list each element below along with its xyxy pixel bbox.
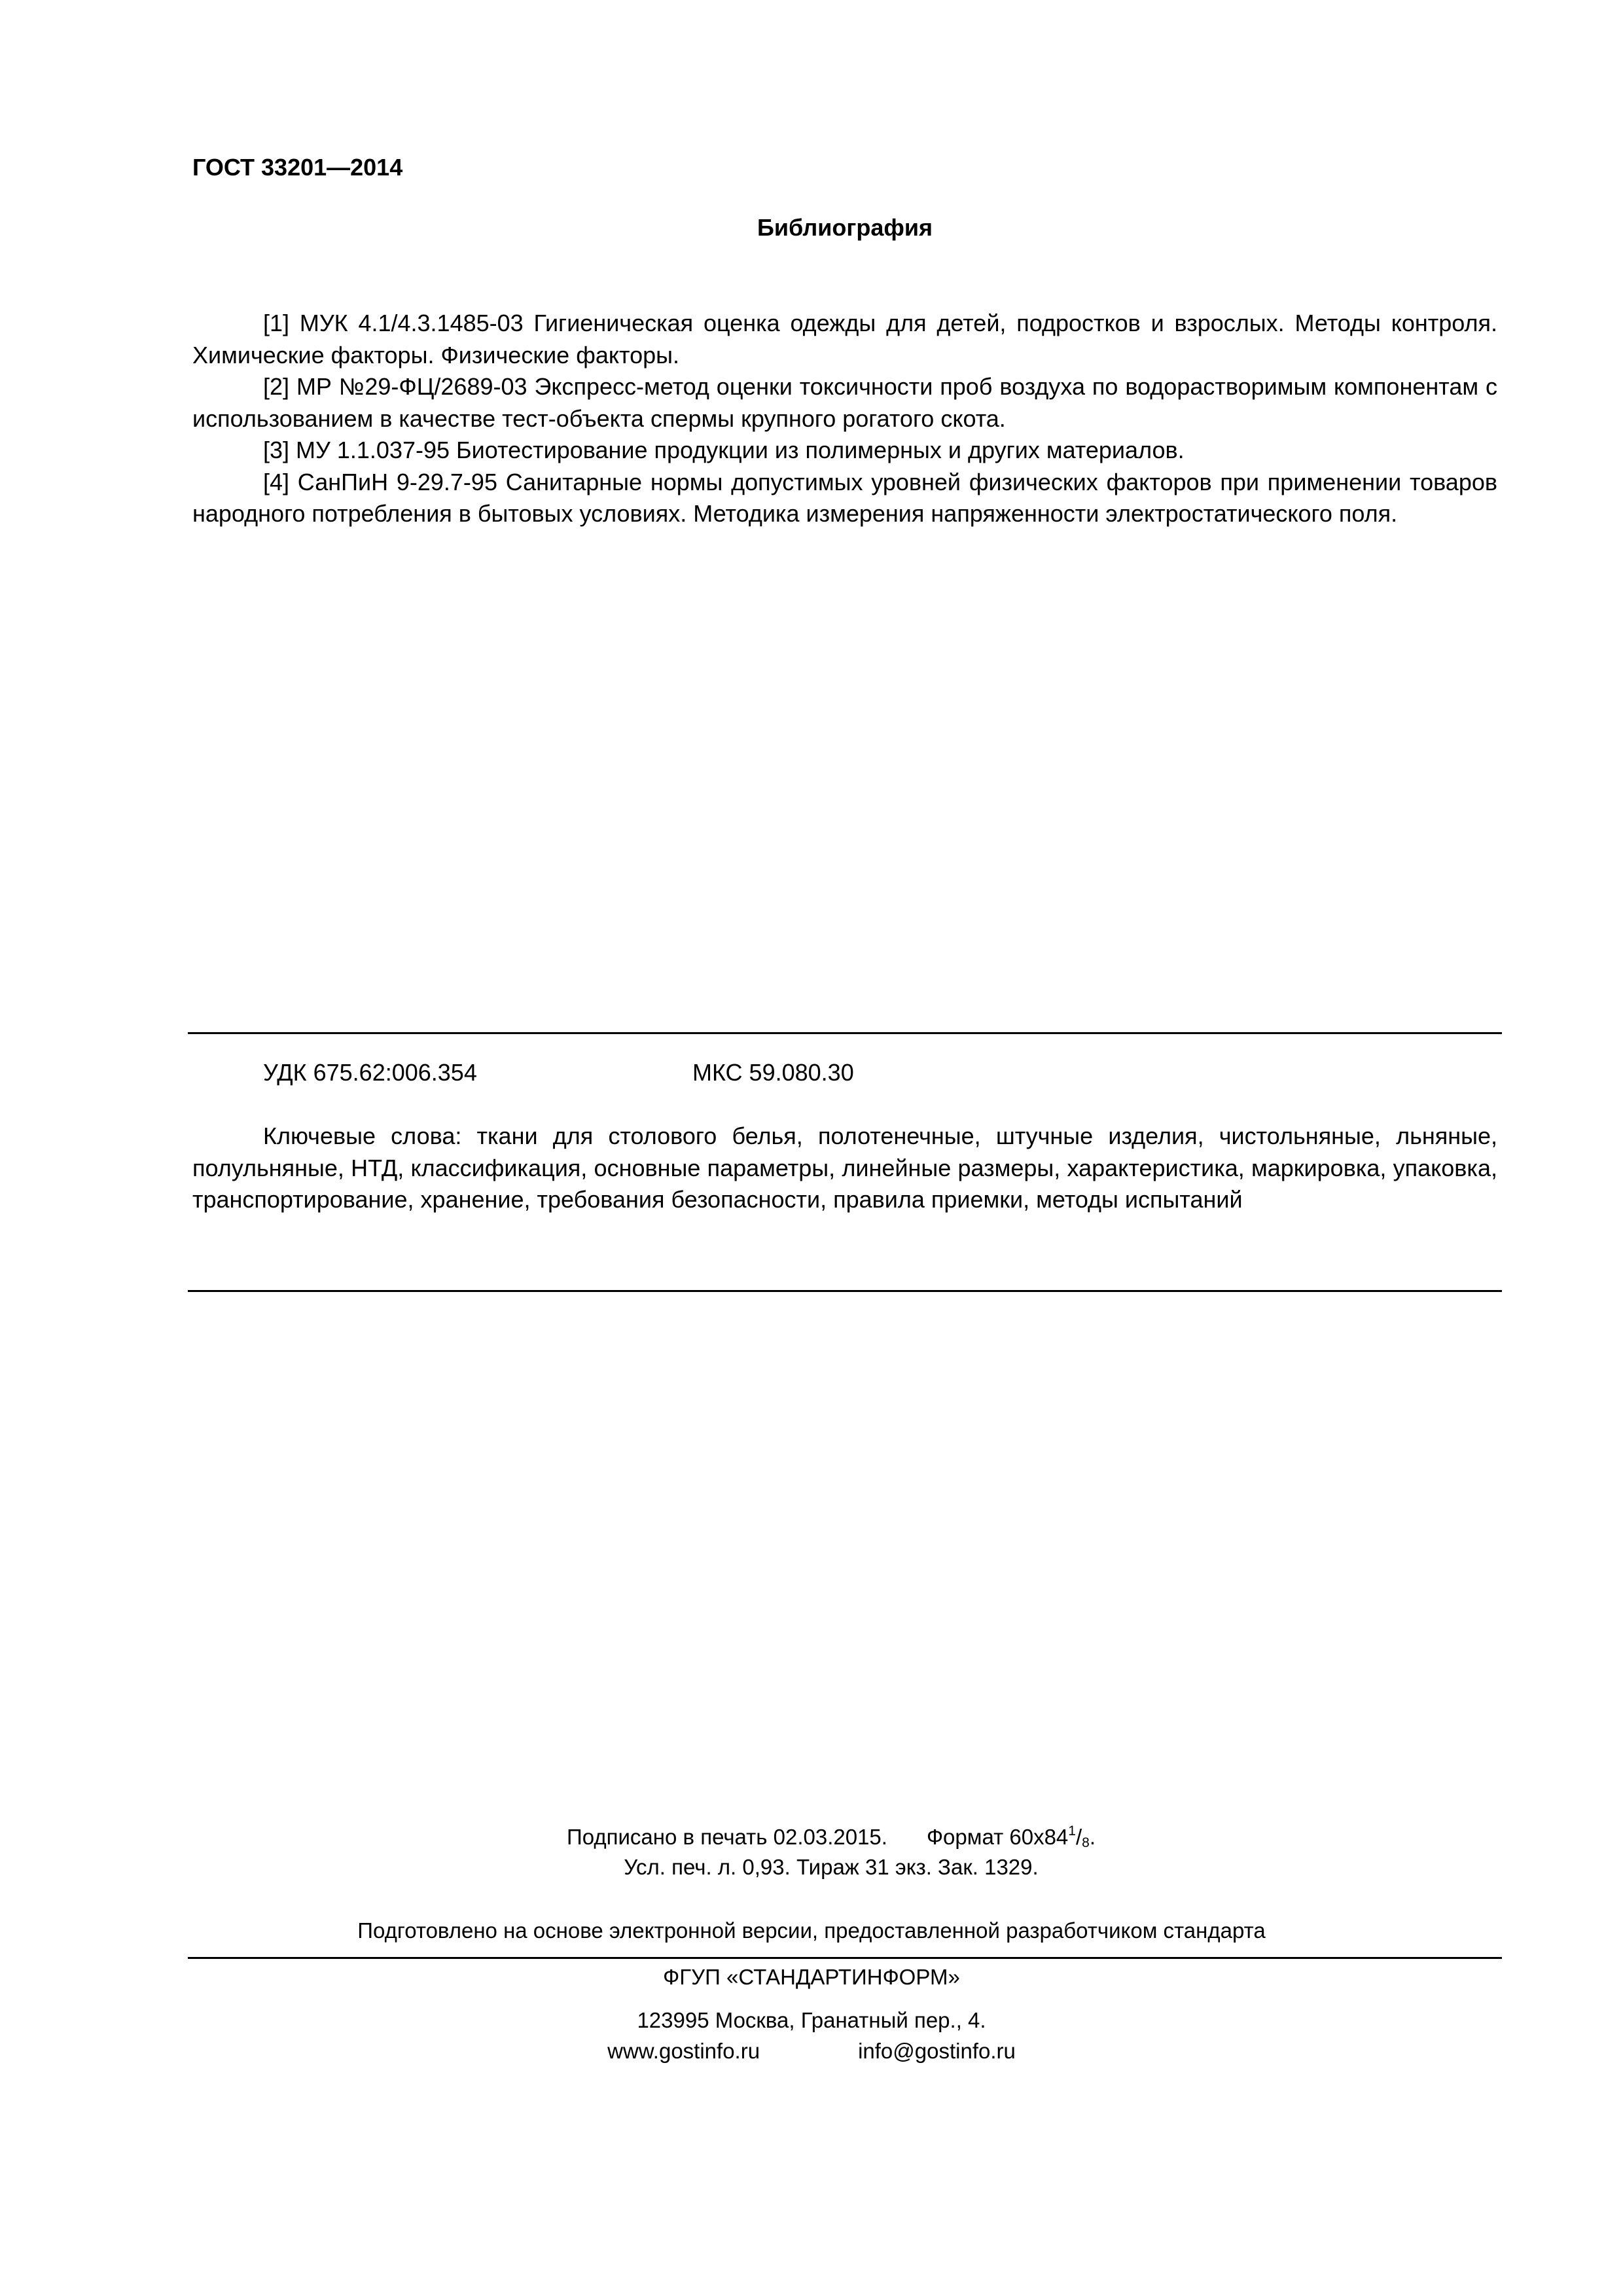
print-info: Усл. печ. л. 0,93. Тираж 31 экз. Зак. 1329. bbox=[624, 1855, 1039, 1879]
publisher-name: ФГУП «СТАНДАРТИНФОРМ» bbox=[663, 1965, 960, 1989]
website-link[interactable]: www.gostinfo.ru bbox=[607, 2039, 760, 2063]
bibliography-entry-4: [4] СанПиН 9-29.7-95 Санитарные нормы допустимых уровней физических факторов при применении товаров народного потребления в бытовых условиях. Методика измерения напряженности электростатического поля. bbox=[192, 468, 1497, 527]
keywords-paragraph: Ключевые слова: ткани для столового белья, полотенечные, штучные изделия, чистольняные, льняные, полульняные, НТД, классификация, основные параметры, линейные размеры, характеристика, маркировка, упаковка, транспортирование, хранение, требования безопасности, правила приемки, методы испытаний bbox=[192, 1122, 1497, 1213]
prepared-note: Подготовлено на основе электронной версии, предоставленной разработчиком стандарта bbox=[357, 1918, 1266, 1943]
udk-code: УДК 675.62:006.354 bbox=[263, 1059, 477, 1086]
publisher-address: 123995 Москва, Гранатный пер., 4. bbox=[637, 2008, 986, 2032]
publisher-contacts bbox=[0, 2038, 1623, 2064]
document-code: ГОСТ 33201—2014 bbox=[192, 154, 403, 181]
bibliography-entry-2: [2] МР №29-ФЦ/2689-03 Экспресс-метод оценки токсичности проб воздуха по водорастворимым компонентам с использованием в качестве тест-объекта спермы крупного рогатого скота. bbox=[192, 373, 1497, 432]
publisher-divider bbox=[188, 1957, 1502, 1959]
mks-code: МКС 59.080.30 bbox=[692, 1059, 854, 1086]
paper-format: Формат $60х84^1/_8$. bbox=[926, 1823, 1096, 1850]
bibliography-entry-3: [3] МУ 1.1.037-95 Биотестирование продукции из полимерных и других материалов. bbox=[263, 437, 1185, 463]
bottom-divider bbox=[188, 1290, 1502, 1292]
email-link[interactable]: info@gostinfo.ru bbox=[858, 2039, 1016, 2063]
signed-date: Подписано в печать 02.03.2015. bbox=[567, 1825, 887, 1849]
bibliography-list bbox=[192, 308, 1497, 530]
bibliography-entry-1: [1] МУК 4.1/4.3.1485-03 Гигиеническая оценка одежды для детей, подростков и взрослых. Методы контроля. Химические факторы. Физические факторы. bbox=[192, 310, 1497, 368]
imprint-signed-line bbox=[0, 1824, 1623, 1850]
top-divider bbox=[188, 1032, 1502, 1034]
bibliography-title: Библиография bbox=[757, 214, 933, 241]
